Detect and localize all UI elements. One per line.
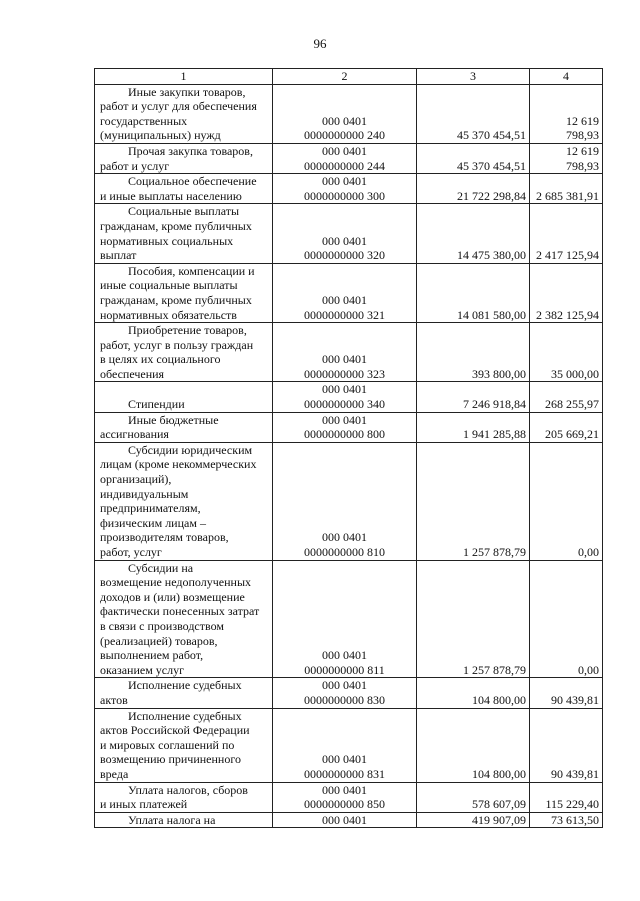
row-code-line: 000 0401: [322, 233, 367, 248]
row-name-line: работ и услуг для обеспечения: [100, 99, 257, 114]
row-code-line: 000 0401: [322, 113, 367, 128]
header-col-2: 2: [273, 69, 417, 85]
row-name-line: нормативных социальных: [100, 233, 234, 248]
table-row: [95, 174, 603, 204]
row-code: [273, 678, 417, 708]
row-name: [95, 323, 273, 382]
row-name-line: Исполнение судебных: [128, 678, 242, 693]
row-name-line: работ, услуг в пользу граждан: [100, 337, 254, 352]
row-code-line: 000 0401: [322, 352, 367, 367]
row-name: [95, 678, 273, 708]
row-col4-value: 268 255,97: [530, 382, 603, 412]
row-col4-value: 73 613,50: [530, 812, 603, 828]
row-code-line: 0000000000 300: [304, 188, 385, 203]
row-name-line: работ, услуг: [100, 545, 162, 559]
row-col3-value: 45 370 454,51: [417, 143, 530, 173]
table-row: [95, 323, 603, 382]
row-code: [273, 708, 417, 782]
row-name: [95, 382, 273, 412]
row-name-line: актов: [100, 692, 128, 707]
table-row: [95, 812, 603, 828]
header-col-1: 1: [95, 69, 273, 85]
row-col3-value: 104 800,00: [417, 708, 530, 782]
row-code-line: 0000000000 831: [304, 766, 385, 781]
header-col-4: 4: [530, 69, 603, 85]
row-code: [273, 382, 417, 412]
header-row: [95, 69, 603, 85]
row-code-line: 000 0401: [322, 412, 367, 427]
row-name-line: индивидуальным: [100, 486, 189, 501]
row-col4-value: 2 685 381,91: [530, 174, 603, 204]
row-code: [273, 174, 417, 204]
row-code-line: 000 0401: [322, 812, 367, 827]
header-col-3: 3: [417, 69, 530, 85]
budget-table: [94, 68, 603, 828]
row-col4-value: 0,00: [530, 442, 603, 560]
row-name-line: вреда: [100, 766, 129, 781]
row-col3-value: 1 941 285,88: [417, 412, 530, 442]
row-code-line: 0000000000 800: [304, 427, 385, 442]
row-code: [273, 143, 417, 173]
row-name-line: Стипендии: [128, 397, 185, 412]
row-code: [273, 84, 417, 143]
row-code: [273, 263, 417, 322]
row-name-line: (муниципальных) нужд: [100, 128, 221, 143]
row-col3-value: 1 257 878,79: [417, 560, 530, 678]
table-row: [95, 560, 603, 678]
row-code: [273, 560, 417, 678]
row-code-line: 000 0401: [322, 292, 367, 307]
table-row: [95, 412, 603, 442]
row-name-line: лицам (кроме некоммерческих: [100, 457, 257, 472]
table-row: [95, 204, 603, 263]
table-row: [95, 143, 603, 173]
row-code-line: 0000000000 340: [304, 397, 385, 412]
row-name-line: в связи с производством: [100, 618, 224, 633]
row-name-line: Приобретение товаров,: [128, 323, 247, 338]
row-name-line: организаций),: [100, 472, 172, 487]
row-name-line: иные социальные выплаты: [100, 278, 238, 293]
row-name-line: выплат: [100, 248, 137, 263]
row-code: [273, 412, 417, 442]
row-code: [273, 812, 417, 828]
row-name-line: Иные бюджетные: [128, 412, 219, 427]
row-name-line: Уплата налога на: [128, 812, 216, 827]
row-code-line: 000 0401: [322, 143, 367, 158]
row-col3-value: 45 370 454,51: [417, 84, 530, 143]
row-code: [273, 204, 417, 263]
row-name: [95, 442, 273, 560]
row-name-line: оказанием услуг: [100, 662, 185, 677]
row-name-line: государственных: [100, 113, 188, 128]
row-code-line: 000 0401: [322, 678, 367, 693]
row-code: [273, 782, 417, 812]
row-col3-value: 1 257 878,79: [417, 442, 530, 560]
row-col4-value: 2 382 125,94: [530, 263, 603, 322]
row-name-line: работ и услуг: [100, 158, 170, 173]
row-name-line: Социальные выплаты: [128, 204, 240, 219]
row-col4-value: 115 229,40: [530, 782, 603, 812]
table-row: [95, 678, 603, 708]
page-number: 96: [313, 36, 327, 51]
row-name: [95, 143, 273, 173]
row-code-line: 0000000000 320: [304, 248, 385, 263]
row-name-line: физическим лицам –: [100, 515, 206, 530]
row-name-line: ассигнования: [100, 427, 169, 442]
row-code-line: 0000000000 811: [304, 662, 385, 677]
row-name: [95, 204, 273, 263]
row-name-line: и иные выплаты населению: [100, 188, 242, 203]
row-name-line: Субсидии на: [128, 560, 194, 575]
row-name: [95, 84, 273, 143]
row-name: [95, 708, 273, 782]
table-row: [95, 382, 603, 412]
row-name-line: возмещение недополученных: [100, 575, 252, 590]
row-name-line: и мировых соглашений по: [100, 737, 235, 752]
table-row: [95, 442, 603, 560]
row-col3-value: 104 800,00: [417, 678, 530, 708]
row-name-line: Иные закупки товаров,: [128, 84, 246, 99]
row-code-line: 000 0401: [322, 782, 367, 797]
row-col3-value: 578 607,09: [417, 782, 530, 812]
row-code-line: 000 0401: [322, 530, 367, 545]
row-code-line: 000 0401: [322, 648, 367, 663]
row-col4-value: 35 000,00: [530, 323, 603, 382]
row-name-line: и иных платежей: [100, 797, 188, 812]
row-name-line: актов Российской Федерации: [100, 723, 250, 738]
row-code-line: 0000000000 830: [304, 692, 385, 707]
row-name-line: предпринимателям,: [100, 501, 201, 516]
row-col4-value: 90 439,81: [530, 678, 603, 708]
row-name: [95, 174, 273, 204]
row-code-line: 0000000000 323: [304, 366, 385, 381]
row-col4-value: 2 417 125,94: [530, 204, 603, 263]
row-name-line: Социальное обеспечение: [128, 174, 257, 189]
row-code-line: 0000000000 850: [304, 797, 385, 812]
row-name-line: (реализацией) товаров,: [100, 633, 218, 648]
row-code-line: 0000000000 244: [304, 158, 385, 173]
row-col3-value: 14 475 380,00: [417, 204, 530, 263]
row-col4-value: 0,00: [530, 560, 603, 678]
row-name: [95, 560, 273, 678]
row-name-line: гражданам, кроме публичных: [100, 218, 252, 233]
row-name: [95, 782, 273, 812]
row-name-line: производителям товаров,: [100, 530, 229, 545]
table-row: [95, 263, 603, 322]
row-name: [95, 812, 273, 828]
row-name-line: Уплата налогов, сборов: [128, 782, 248, 797]
table-row: [95, 708, 603, 782]
row-name-line: обеспечения: [100, 366, 165, 381]
table-row: [95, 84, 603, 143]
table-row: [95, 782, 603, 812]
row-name-line: выполнением работ,: [100, 648, 204, 663]
row-col3-value: 14 081 580,00: [417, 263, 530, 322]
row-name-line: фактически понесенных затрат: [100, 604, 260, 619]
row-name-line: Прочая закупка товаров,: [128, 143, 253, 158]
row-col3-value: 21 722 298,84: [417, 174, 530, 204]
row-name-line: Исполнение судебных: [128, 708, 242, 723]
row-col4-value: 12 619 798,93: [530, 143, 603, 173]
row-code: [273, 442, 417, 560]
row-code-line: 000 0401: [322, 174, 367, 189]
row-col3-value: 7 246 918,84: [417, 382, 530, 412]
row-code-line: 0000000000 321: [304, 307, 385, 322]
row-code-line: 000 0401: [322, 382, 367, 397]
row-name: [95, 412, 273, 442]
row-name-line: в целях их социального: [100, 352, 221, 367]
row-code: [273, 323, 417, 382]
row-col3-value: 393 800,00: [417, 323, 530, 382]
row-name: [95, 263, 273, 322]
row-code-line: 0000000000 240: [304, 128, 385, 143]
row-name-line: Пособия, компенсации и: [128, 263, 255, 278]
row-col4-value: 12 619 798,93: [530, 84, 603, 143]
row-name-line: доходов и (или) возмещение: [100, 589, 245, 604]
row-name-line: нормативных обязательств: [100, 307, 237, 322]
row-col4-value: 90 439,81: [530, 708, 603, 782]
row-name-line: возмещению причиненного: [100, 752, 241, 767]
row-col3-value: 419 907,09: [417, 812, 530, 828]
row-code-line: 0000000000 810: [304, 545, 385, 559]
row-col4-value: 205 669,21: [530, 412, 603, 442]
row-name-line: Субсидии юридическим: [128, 442, 253, 457]
row-name-line: гражданам, кроме публичных: [100, 292, 252, 307]
row-code-line: 000 0401: [322, 752, 367, 767]
